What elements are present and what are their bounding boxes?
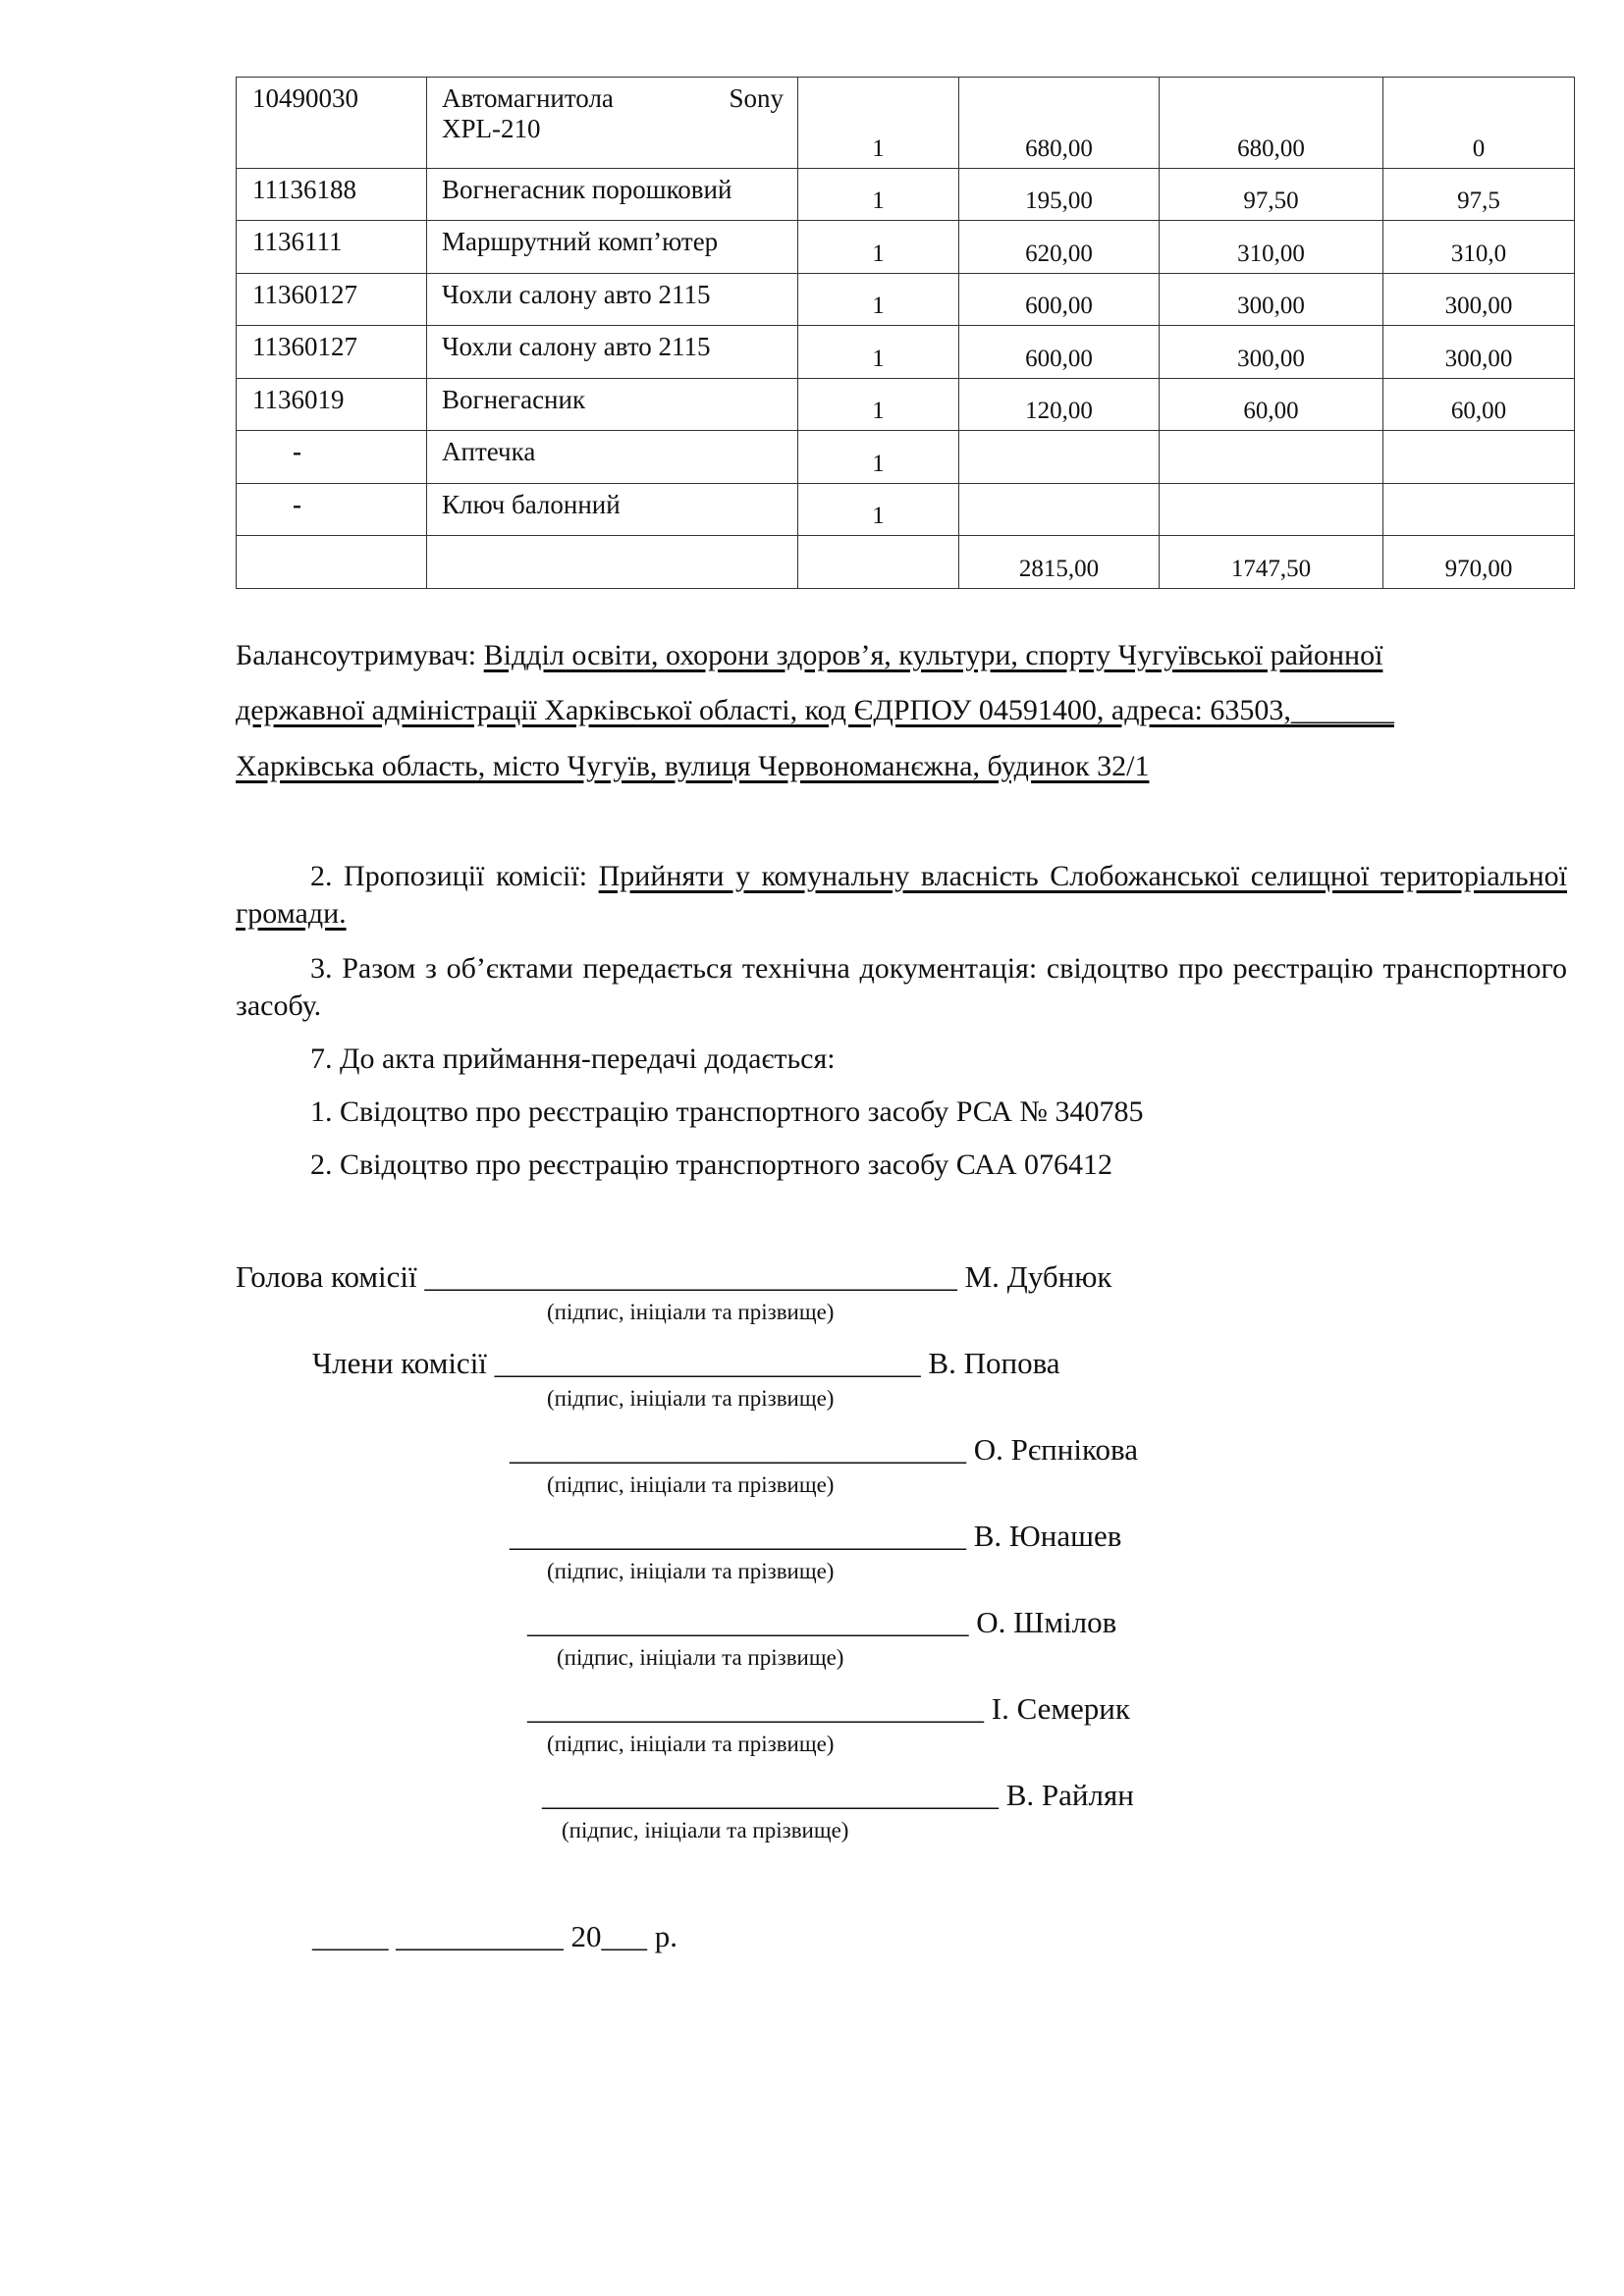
total-wear: 1747,50 <box>1160 536 1383 589</box>
table-row <box>237 221 1575 274</box>
signature-caption: (підпис, ініціали та прізвище) <box>562 1818 849 1842</box>
signer-name: В. Юнашев <box>973 1519 1122 1553</box>
signature-caption: (підпис, ініціали та прізвище) <box>557 1645 844 1670</box>
attachment-item: 2. Свідоцтво про реєстрацію транспортного засобу САА 076412 <box>310 1148 1113 1181</box>
item-wear: 680,00 <box>1160 78 1383 169</box>
signature-caption: (підпис, ініціали та прізвище) <box>547 1559 835 1583</box>
item-price <box>959 431 1160 484</box>
total-price: 2815,00 <box>959 536 1160 589</box>
holder-line-3: Харківська область, місто Чугуїв, вулиця Червономанєжна, будинок 32/1 <box>236 750 1150 782</box>
signature-line: ____________________________ <box>494 1346 921 1380</box>
item-price <box>959 484 1160 536</box>
signer-name: О. Шмілов <box>976 1605 1117 1639</box>
item-residual: 0 <box>1383 78 1575 169</box>
item-price: 600,00 <box>959 326 1160 379</box>
proposal-text: Прийняти у комунальну власність Слобожанської селищної територіальної громади. <box>236 860 1567 930</box>
table-row <box>237 326 1575 379</box>
signature-caption: (підпис, ініціали та прізвище) <box>547 1386 835 1411</box>
documentation-paragraph <box>236 950 1567 1025</box>
item-code: 11360127 <box>237 326 427 379</box>
item-name: Чохли салону авто 2115 <box>427 326 798 379</box>
item-code: - <box>237 431 427 484</box>
item-wear: 300,00 <box>1160 274 1383 326</box>
item-code: - <box>237 484 427 536</box>
item-qty: 1 <box>798 379 959 431</box>
chair-label: Голова комісії <box>236 1259 417 1294</box>
item-price: 620,00 <box>959 221 1160 274</box>
item-name: Вогнегасник <box>427 379 798 431</box>
proposal-label: 2. Пропозиції комісії: <box>310 860 599 892</box>
item-residual <box>1383 484 1575 536</box>
signature-member <box>527 1605 1116 1640</box>
item-name: Чохли салону авто 2115 <box>427 274 798 326</box>
item-qty: 1 <box>798 221 959 274</box>
item-price: 120,00 <box>959 379 1160 431</box>
empty-cell <box>798 536 959 589</box>
signer-name: В. Райлян <box>1005 1778 1134 1812</box>
item-name-part: XPL-210 <box>442 114 541 143</box>
attachments-heading: 7. До акта приймання-передачі додається: <box>310 1042 836 1075</box>
table-row <box>237 484 1575 536</box>
signature-line: _____________________________ <box>527 1605 969 1639</box>
table-row <box>237 78 1575 169</box>
item-code: 11136188 <box>237 169 427 221</box>
item-name: Вогнегасник порошковий <box>427 169 798 221</box>
item-qty: 1 <box>798 78 959 169</box>
signature-line: ______________________________ <box>510 1432 966 1467</box>
signer-name: І. Семерик <box>991 1691 1130 1726</box>
table-row <box>237 379 1575 431</box>
signer-name: В. Попова <box>928 1346 1060 1380</box>
signature-member <box>542 1778 1134 1813</box>
item-qty: 1 <box>798 431 959 484</box>
item-wear: 300,00 <box>1160 326 1383 379</box>
total-residual: 970,00 <box>1383 536 1575 589</box>
empty-cell <box>237 536 427 589</box>
signature-line: ______________________________ <box>510 1519 966 1553</box>
item-wear: 97,50 <box>1160 169 1383 221</box>
item-residual: 300,00 <box>1383 326 1575 379</box>
item-qty: 1 <box>798 169 959 221</box>
item-qty: 1 <box>798 274 959 326</box>
item-price: 195,00 <box>959 169 1160 221</box>
signature-member <box>312 1346 1060 1381</box>
holder-line-1 <box>236 639 1382 672</box>
inventory-table <box>236 77 1575 589</box>
item-price: 680,00 <box>959 78 1160 169</box>
item-qty: 1 <box>798 326 959 379</box>
signer-name: М. Дубнюк <box>964 1259 1112 1294</box>
item-code: 1136019 <box>237 379 427 431</box>
item-name-part: Sony <box>729 83 784 113</box>
item-residual: 97,5 <box>1383 169 1575 221</box>
item-name: Аптечка <box>427 431 798 484</box>
item-qty: 1 <box>798 484 959 536</box>
members-label: Члени комісії <box>312 1346 487 1380</box>
attachment-item: 1. Свідоцтво про реєстрацію транспортного засобу РСА № 340785 <box>310 1095 1144 1128</box>
item-residual: 310,0 <box>1383 221 1575 274</box>
signer-name: О. Рєпнікова <box>973 1432 1138 1467</box>
signature-line: ______________________________ <box>527 1691 984 1726</box>
commission-proposal <box>236 858 1567 933</box>
table-totals-row <box>237 536 1575 589</box>
item-code: 10490030 <box>237 78 427 169</box>
signature-caption: (підпис, ініціали та прізвище) <box>547 1472 835 1497</box>
item-code: 11360127 <box>237 274 427 326</box>
item-name-part: Автомагнитола <box>442 83 614 113</box>
item-residual: 60,00 <box>1383 379 1575 431</box>
holder-label: Балансоутримувач: <box>236 639 484 671</box>
signature-line: ___________________________________ <box>424 1259 957 1294</box>
item-name: Ключ балонний <box>427 484 798 536</box>
signature-line: ______________________________ <box>542 1778 999 1812</box>
signature-member <box>510 1432 1138 1468</box>
item-wear <box>1160 431 1383 484</box>
signature-chair <box>236 1259 1112 1295</box>
item-price: 600,00 <box>959 274 1160 326</box>
item-wear: 310,00 <box>1160 221 1383 274</box>
item-name: Маршрутний комп’ютер <box>427 221 798 274</box>
signature-caption: (підпис, ініціали та прізвище) <box>547 1732 835 1756</box>
item-residual: 300,00 <box>1383 274 1575 326</box>
holder-text: Відділ освіти, охорони здоров’я, культури, спорту Чугуївської районної <box>483 639 1383 671</box>
empty-cell <box>427 536 798 589</box>
signature-member <box>510 1519 1121 1554</box>
signature-member <box>527 1691 1130 1727</box>
item-wear: 60,00 <box>1160 379 1383 431</box>
item-wear <box>1160 484 1383 536</box>
table-row <box>237 431 1575 484</box>
item-name <box>427 78 798 169</box>
date-line: _____ ___________ 20___ р. <box>312 1919 677 1953</box>
holder-line-2: державної адміністрації Харківської області, код ЄДРПОУ 04591400, адреса: 63503,_______ <box>236 694 1394 726</box>
item-code: 1136111 <box>237 221 427 274</box>
table-row <box>237 169 1575 221</box>
item-residual <box>1383 431 1575 484</box>
table-row <box>237 274 1575 326</box>
documentation-text: 3. Разом з об’єктами передається технічна документація: свідоцтво про реєстрацію транспортного засобу. <box>236 952 1567 1022</box>
signature-caption: (підпис, ініціали та прізвище) <box>547 1300 835 1324</box>
